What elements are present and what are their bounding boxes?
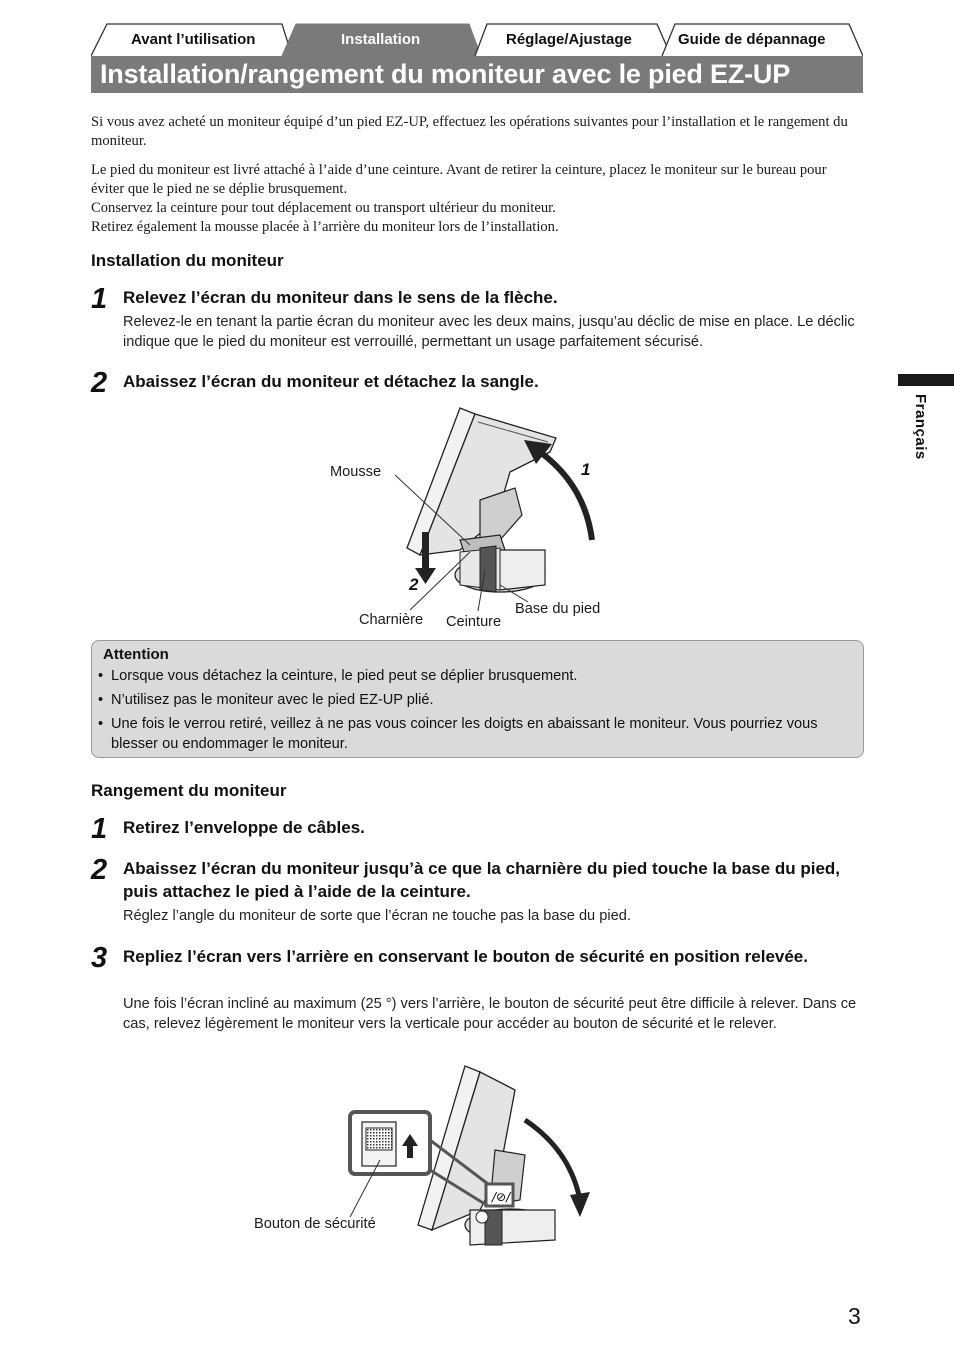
step-body: Une fois l’écran incliné au maximum (25 °) vers l’arrière, le bouton de sécurité peut être difficile à relever. Dans ce cas, relevez légèrement le moniteur vers la verticale pour accéder au bouton de sécurité et le relever. bbox=[123, 996, 857, 1032]
step-number: 3 bbox=[91, 942, 108, 974]
section-tabs bbox=[91, 22, 863, 56]
arrow-number-2: 2 bbox=[409, 575, 419, 594]
attention-list bbox=[98, 667, 858, 759]
rangement-heading: Rangement du moniteur bbox=[91, 781, 287, 800]
label-mousse: Mousse bbox=[330, 464, 382, 480]
attention-item bbox=[98, 715, 858, 754]
step-number: 2 bbox=[91, 854, 108, 886]
step-title: Repliez l’écran vers l’arrière en conservant le bouton de sécurité en position relevée. bbox=[123, 947, 808, 966]
attention-title: Attention bbox=[103, 646, 169, 663]
step-title: Abaissez l’écran du moniteur jusqu’à ce que la charnière du pied touche la base du pied, puis attachez le pied à l’aide de la ceinture. bbox=[123, 859, 841, 901]
tab-reglage[interactable]: Réglage/Ajustage bbox=[506, 31, 632, 48]
page-number: 3 bbox=[848, 1303, 861, 1329]
label-charniere: Charnière bbox=[359, 612, 424, 628]
label-base: Base du pied bbox=[515, 601, 601, 617]
bullet: • bbox=[98, 668, 104, 684]
installation-heading: Installation du moniteur bbox=[91, 251, 284, 270]
language-label: Français bbox=[912, 394, 929, 460]
intro-line: Conservez la ceinture pour tout déplacement ou transport ultérieur du moniteur. bbox=[91, 200, 556, 216]
label-bouton-securite: Bouton de sécurité bbox=[254, 1216, 376, 1232]
intro-line: Retirez également la mousse placée à l’arrière du moniteur lors de l’installation. bbox=[91, 219, 559, 235]
monitor-fold-illustration bbox=[340, 1060, 600, 1255]
attention-item-text: Lorsque vous détachez la ceinture, le pied peut se déplier brusquement. bbox=[111, 668, 578, 684]
step-body: Réglez l’angle du moniteur de sorte que l’écran ne touche pas la base du pied. bbox=[123, 908, 631, 924]
attention-item-text: N’utilisez pas le moniteur avec le pied EZ-UP plié. bbox=[111, 692, 434, 708]
page-title: Installation/rangement du moniteur avec le pied EZ-UP bbox=[100, 59, 791, 89]
tab-guide[interactable]: Guide de dépannage bbox=[678, 31, 826, 48]
attention-box bbox=[91, 640, 864, 758]
svg-text:/⊘/: /⊘/ bbox=[492, 1190, 511, 1204]
step-number: 2 bbox=[91, 367, 108, 399]
bullet: • bbox=[98, 716, 104, 732]
intro-paragraph-1: Si vous avez acheté un moniteur équipé d’un pied EZ-UP, effectuez les opérations suivantes pour l’installation et le rangement du moniteur. bbox=[91, 114, 848, 149]
attention-item bbox=[98, 691, 858, 711]
tab-installation[interactable]: Installation bbox=[341, 31, 421, 48]
tab-avant[interactable]: Avant l’utilisation bbox=[131, 31, 256, 48]
step-number: 1 bbox=[91, 813, 108, 845]
bullet: • bbox=[98, 692, 104, 708]
step-title: Relevez l’écran du moniteur dans le sens de la flèche. bbox=[123, 288, 558, 307]
intro-paragraph-2 bbox=[91, 161, 861, 237]
step-title: Retirez l’enveloppe de câbles. bbox=[123, 818, 365, 837]
title-bar bbox=[91, 56, 863, 93]
arrow-number-1: 1 bbox=[581, 460, 591, 479]
step-body: Relevez-le en tenant la partie écran du moniteur avec les deux mains, jusqu’au déclic de mise en place. Le déclic indique que le pied du moniteur est verrouillé, permettant un usage parfaitement sécurisé. bbox=[123, 314, 855, 350]
attention-item-text: Une fois le verrou retiré, veillez à ne pas vous coincer les doigts en abaissant le moniteur. Vous pourriez vous blesser ou endommager le moniteur. bbox=[111, 716, 818, 752]
attention-item bbox=[98, 667, 858, 687]
step-title: Abaissez l’écran du moniteur et détachez la sangle. bbox=[123, 372, 539, 391]
language-bar bbox=[898, 374, 954, 386]
step-number: 1 bbox=[91, 283, 108, 315]
intro-line: Le pied du moniteur est livré attaché à l’aide d’une ceinture. Avant de retirer la ceinture, placez le moniteur sur le bureau pour éviter que le pied ne se déplie brusquement. bbox=[91, 162, 827, 197]
label-ceinture: Ceinture bbox=[446, 614, 502, 630]
